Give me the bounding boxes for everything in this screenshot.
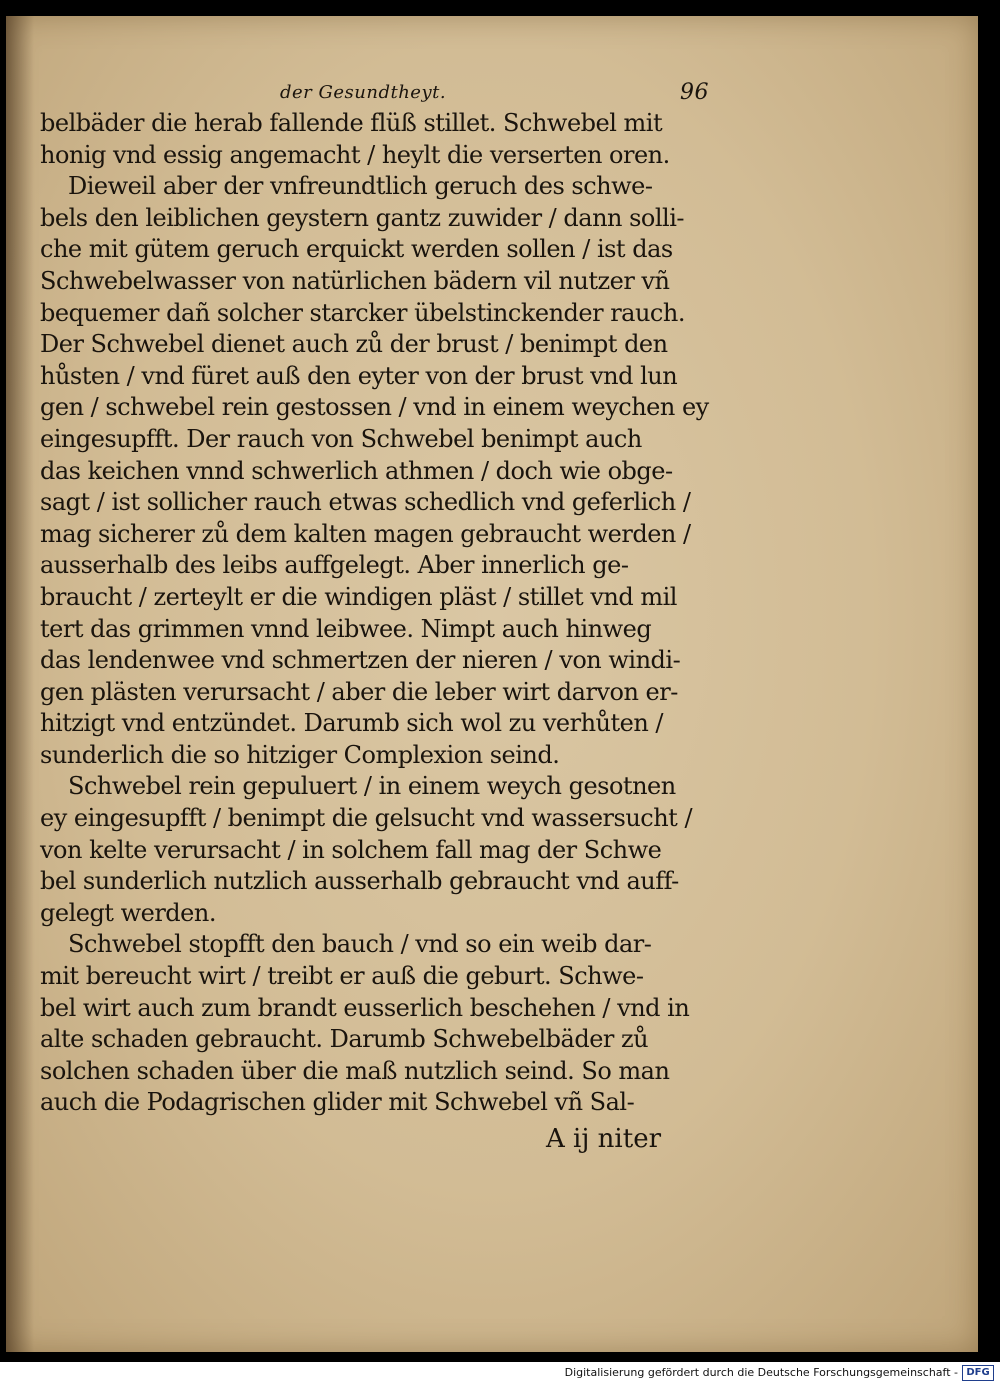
text-line: das lendenwee vnd schmertzen der nieren / von windi- xyxy=(40,646,681,675)
text-line: alte schaden gebraucht. Darumb Schwebelbäder zů xyxy=(40,1025,649,1054)
text-line: braucht / zerteylt er die windigen pläst / stillet vnd mil xyxy=(40,582,677,611)
dfg-logo-icon: DFG xyxy=(962,1365,994,1381)
page-number: 96 xyxy=(680,80,709,105)
text-line: mag sicherer zů dem kalten magen gebraucht werden / xyxy=(40,519,691,548)
running-head xyxy=(40,78,720,108)
book-page xyxy=(6,16,978,1352)
text-line: von kelte verursacht / in solchem fall mag der Schwe xyxy=(40,835,662,864)
text-line: honig vnd essig angemacht / heylt die verserten oren. xyxy=(40,140,670,169)
text-line: tert das grimmen vnnd leibwee. Nimpt auch hinweg xyxy=(40,614,652,643)
text-line: mit bereucht wirt / treibt er auß die geburt. Schwe- xyxy=(40,962,644,991)
text-line: ausserhalb des leibs auffgelegt. Aber innerlich ge- xyxy=(40,551,629,580)
text-line: ey eingesupfft / benimpt die gelsucht vnd wassersucht / xyxy=(40,804,693,833)
text-line: solchen schaden über die maß nutzlich seind. So man xyxy=(40,1056,670,1085)
text-line: belbäder die herab fallende flüß stillet. Schwebel mit xyxy=(40,109,663,137)
running-head-title: der Gesundtheyt. xyxy=(280,82,447,103)
funding-credit: Digitalisierung gefördert durch die Deutsche Forschungsgemeinschaft - xyxy=(564,1366,958,1379)
text-line: das keichen vnnd schwerlich athmen / doch wie obge- xyxy=(40,456,673,485)
text-line: bequemer dañ solcher starcker übelstinckender rauch. xyxy=(40,298,685,327)
text-line: sagt / ist sollicher rauch etwas schedlich vnd geferlich / xyxy=(40,488,691,517)
text-line: bels den leiblichen geystern gantz zuwider / dann solli- xyxy=(40,203,685,232)
text-block xyxy=(40,78,720,1119)
text-line: hitzigt vnd entzündet. Darumb sich wol zu verhůten / xyxy=(40,709,664,738)
text-line: Schwebelwasser von natürlichen bädern vil nutzer vñ xyxy=(40,266,670,295)
text-line: hůsten / vnd füret auß den eyter von der brust vnd lun xyxy=(40,361,678,390)
text-line: bel sunderlich nutzlich ausserhalb gebraucht vnd auff- xyxy=(40,867,679,896)
text-line: Der Schwebel dienet auch zů der brust / benimpt den xyxy=(40,330,668,359)
text-line: gen plästen verursacht / aber die leber wirt darvon er- xyxy=(40,677,678,706)
text-line: auch die Podagrischen glider mit Schwebel vñ Sal- xyxy=(40,1088,635,1117)
text-line: Schwebel stopfft den bauch / vnd so ein weib dar- xyxy=(68,930,652,959)
text-line: Schwebel rein gepuluert / in einem weych gesotnen xyxy=(68,772,676,801)
text-line: gelegt werden. xyxy=(40,898,216,927)
footer xyxy=(0,1362,1000,1383)
text-line: eingesupfft. Der rauch von Schwebel benimpt auch xyxy=(40,424,642,453)
text-line: gen / schwebel rein gestossen / vnd in einem weychen ey xyxy=(40,393,709,422)
body-text xyxy=(40,108,720,1119)
text-line: bel wirt auch zum brandt eusserlich beschehen / vnd in xyxy=(40,993,690,1022)
signature-mark: A ij niter xyxy=(546,1124,662,1154)
text-line: che mit gütem geruch erquickt werden sollen / ist das xyxy=(40,235,673,264)
text-line: Dieweil aber der vnfreundtlich geruch des schwe- xyxy=(68,172,653,201)
text-line: sunderlich die so hitziger Complexion seind. xyxy=(40,740,560,769)
